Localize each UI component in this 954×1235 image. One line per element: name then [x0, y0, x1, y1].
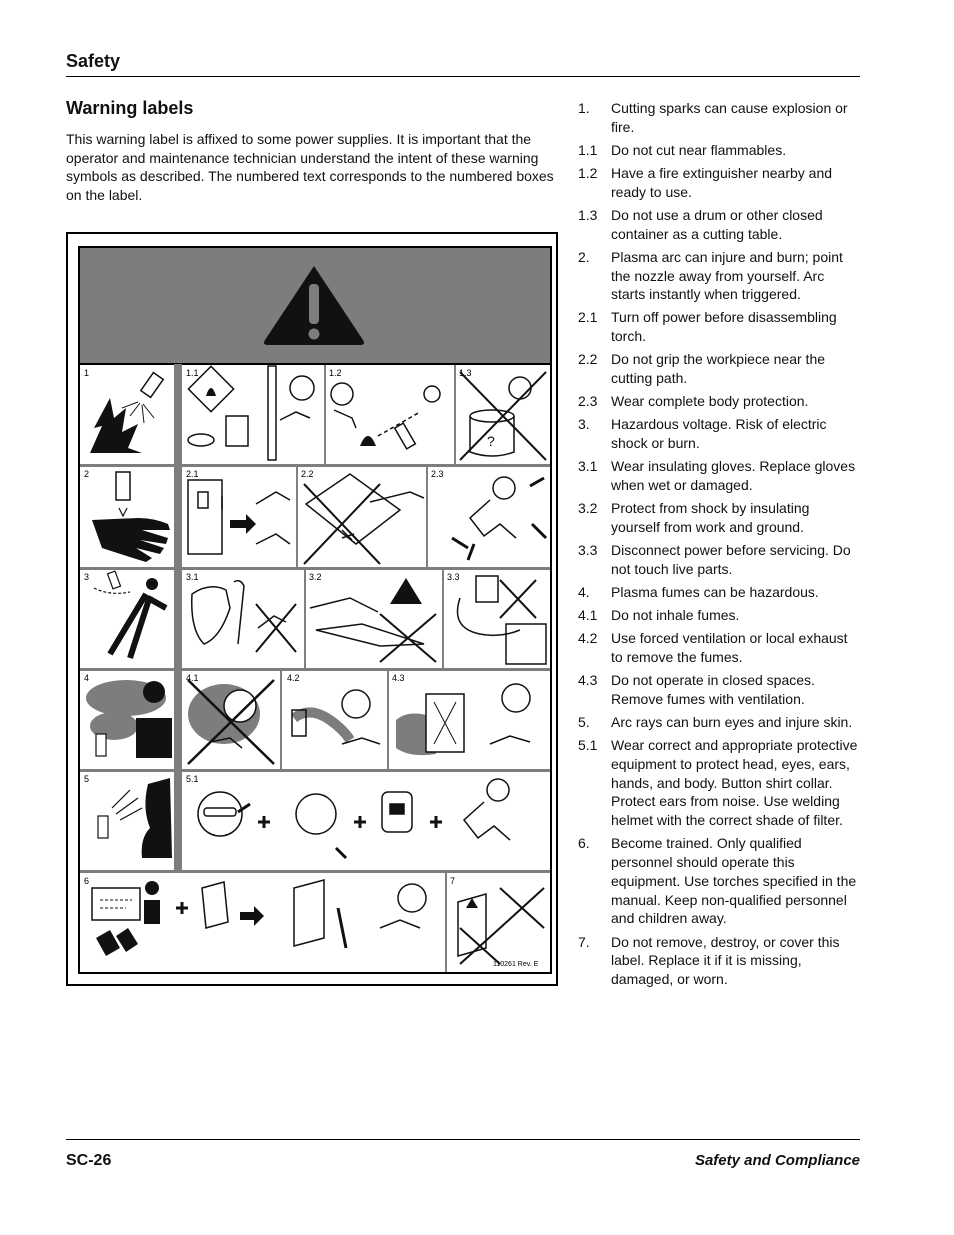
list-item: 6. Become trained. Only qualified personnel should operate this equipment. Use torches specified in the manual. Keep non-qualified personnel and children away. [578, 835, 857, 927]
header-rule [66, 76, 860, 77]
panel-number: 3.2 [309, 572, 322, 582]
wall-icon [268, 366, 276, 460]
list-item: 7. Do not remove, destroy, or cover this label. Replace it if it is missing, damaged, or worn. [578, 933, 840, 988]
list-item: 2.2 Do not grip the workpiece near the cutting path. [578, 351, 826, 387]
panel-number: 6 [84, 876, 90, 886]
warning-label-graphic [80, 248, 550, 972]
panel-number: 2.3 [431, 469, 444, 479]
panel-number: 5.1 [186, 774, 199, 784]
warnings-list [578, 99, 860, 993]
list-item: 1.2 Have a fire extinguisher nearby and ready to use. [578, 164, 833, 200]
panel-number: 2 [84, 469, 90, 479]
list-item: 3.2 Protect from shock by insulating yourself from work and ground. [578, 500, 810, 535]
label-part-number: 110261 Rev. E [493, 961, 539, 968]
warning-label [78, 246, 552, 974]
chapter-title: Safety and Compliance [694, 1152, 860, 1169]
list-item: 1. Cutting sparks can cause explosion or fire. [578, 100, 848, 135]
person-head-icon [146, 578, 158, 590]
list-item: 1.3 Do not use a drum or other closed container as a cutting table. [578, 206, 823, 242]
instructor-icon [145, 881, 159, 895]
page-title: Warning labels [66, 98, 194, 118]
page-number: SC-26 [66, 1152, 112, 1169]
panel-number: 5 [84, 774, 90, 784]
panel-number: 2.1 [186, 469, 199, 479]
panel-number: 1.2 [329, 368, 342, 378]
section-header: Safety [66, 51, 121, 71]
exclamation-bar [309, 284, 319, 324]
person-head-icon [143, 681, 165, 703]
person-body-icon [136, 718, 172, 758]
list-item: 5. Arc rays can burn eyes and injure skin. [578, 713, 853, 730]
list-item: 4.3 Do not operate in closed spaces. Remove fumes with ventilation. [578, 671, 815, 707]
helmet-icon [224, 690, 256, 722]
panel-number: 3 [84, 572, 90, 582]
list-item: 2.3 Wear complete body protection. [578, 393, 809, 410]
panel-number: 1.1 [186, 368, 199, 378]
list-item: 4. Plasma fumes can be hazardous. [578, 583, 819, 600]
panel-number: 4.2 [287, 673, 300, 683]
panel-number: 7 [450, 876, 456, 886]
question-mark: ? [487, 433, 495, 449]
list-item: 3.3 Disconnect power before servicing. Do not touch live parts. [578, 542, 851, 577]
exclamation-dot [309, 329, 320, 340]
panel-number: 3.3 [447, 572, 460, 582]
list-item: 5.1 Wear correct and appropriate protective equipment to protect head, eyes, ears, hands, and body. Button shirt collar. Protect ears from noise. Use welding helmet with the correct shade of filter. [578, 736, 858, 829]
list-item: 2.1 Turn off power before disassembling torch. [578, 309, 837, 345]
warning-label-figure [66, 232, 558, 986]
list-item: 3.1 Wear insulating gloves. Replace gloves when wet or damaged. [578, 458, 856, 494]
torch-icon [98, 816, 108, 838]
list-item: 2. Plasma arc can injure and burn; point the nozzle away from yourself. Arc starts instantly when triggered. [578, 248, 843, 303]
panel-number: 1 [84, 368, 90, 378]
list-item: 1.1 Do not cut near flammables. [578, 141, 787, 158]
panel-number: 3.1 [186, 572, 199, 582]
list-item: 4.2 Use forced ventilation or local exhaust to remove the fumes. [578, 630, 848, 665]
torch-icon [96, 734, 106, 756]
intro-paragraph: This warning label is affixed to some power supplies. It is important that the operator and maintenance technician understand the intent of these warning symbols as described. The numbered text corresponds to the numbered boxes on the label. [66, 131, 554, 203]
panel-number: 4.3 [392, 673, 405, 683]
list-item: 3. Hazardous voltage. Risk of electric shock or burn. [578, 416, 827, 452]
panel-number: 4 [84, 673, 90, 683]
torch-icon [116, 472, 130, 500]
panel-number: 1.3 [459, 368, 472, 378]
panel-number: 2.2 [301, 469, 314, 479]
panel-number: 4.1 [186, 673, 199, 683]
footer-rule [66, 1139, 860, 1140]
list-item: 4.1 Do not inhale fumes. [578, 606, 740, 623]
